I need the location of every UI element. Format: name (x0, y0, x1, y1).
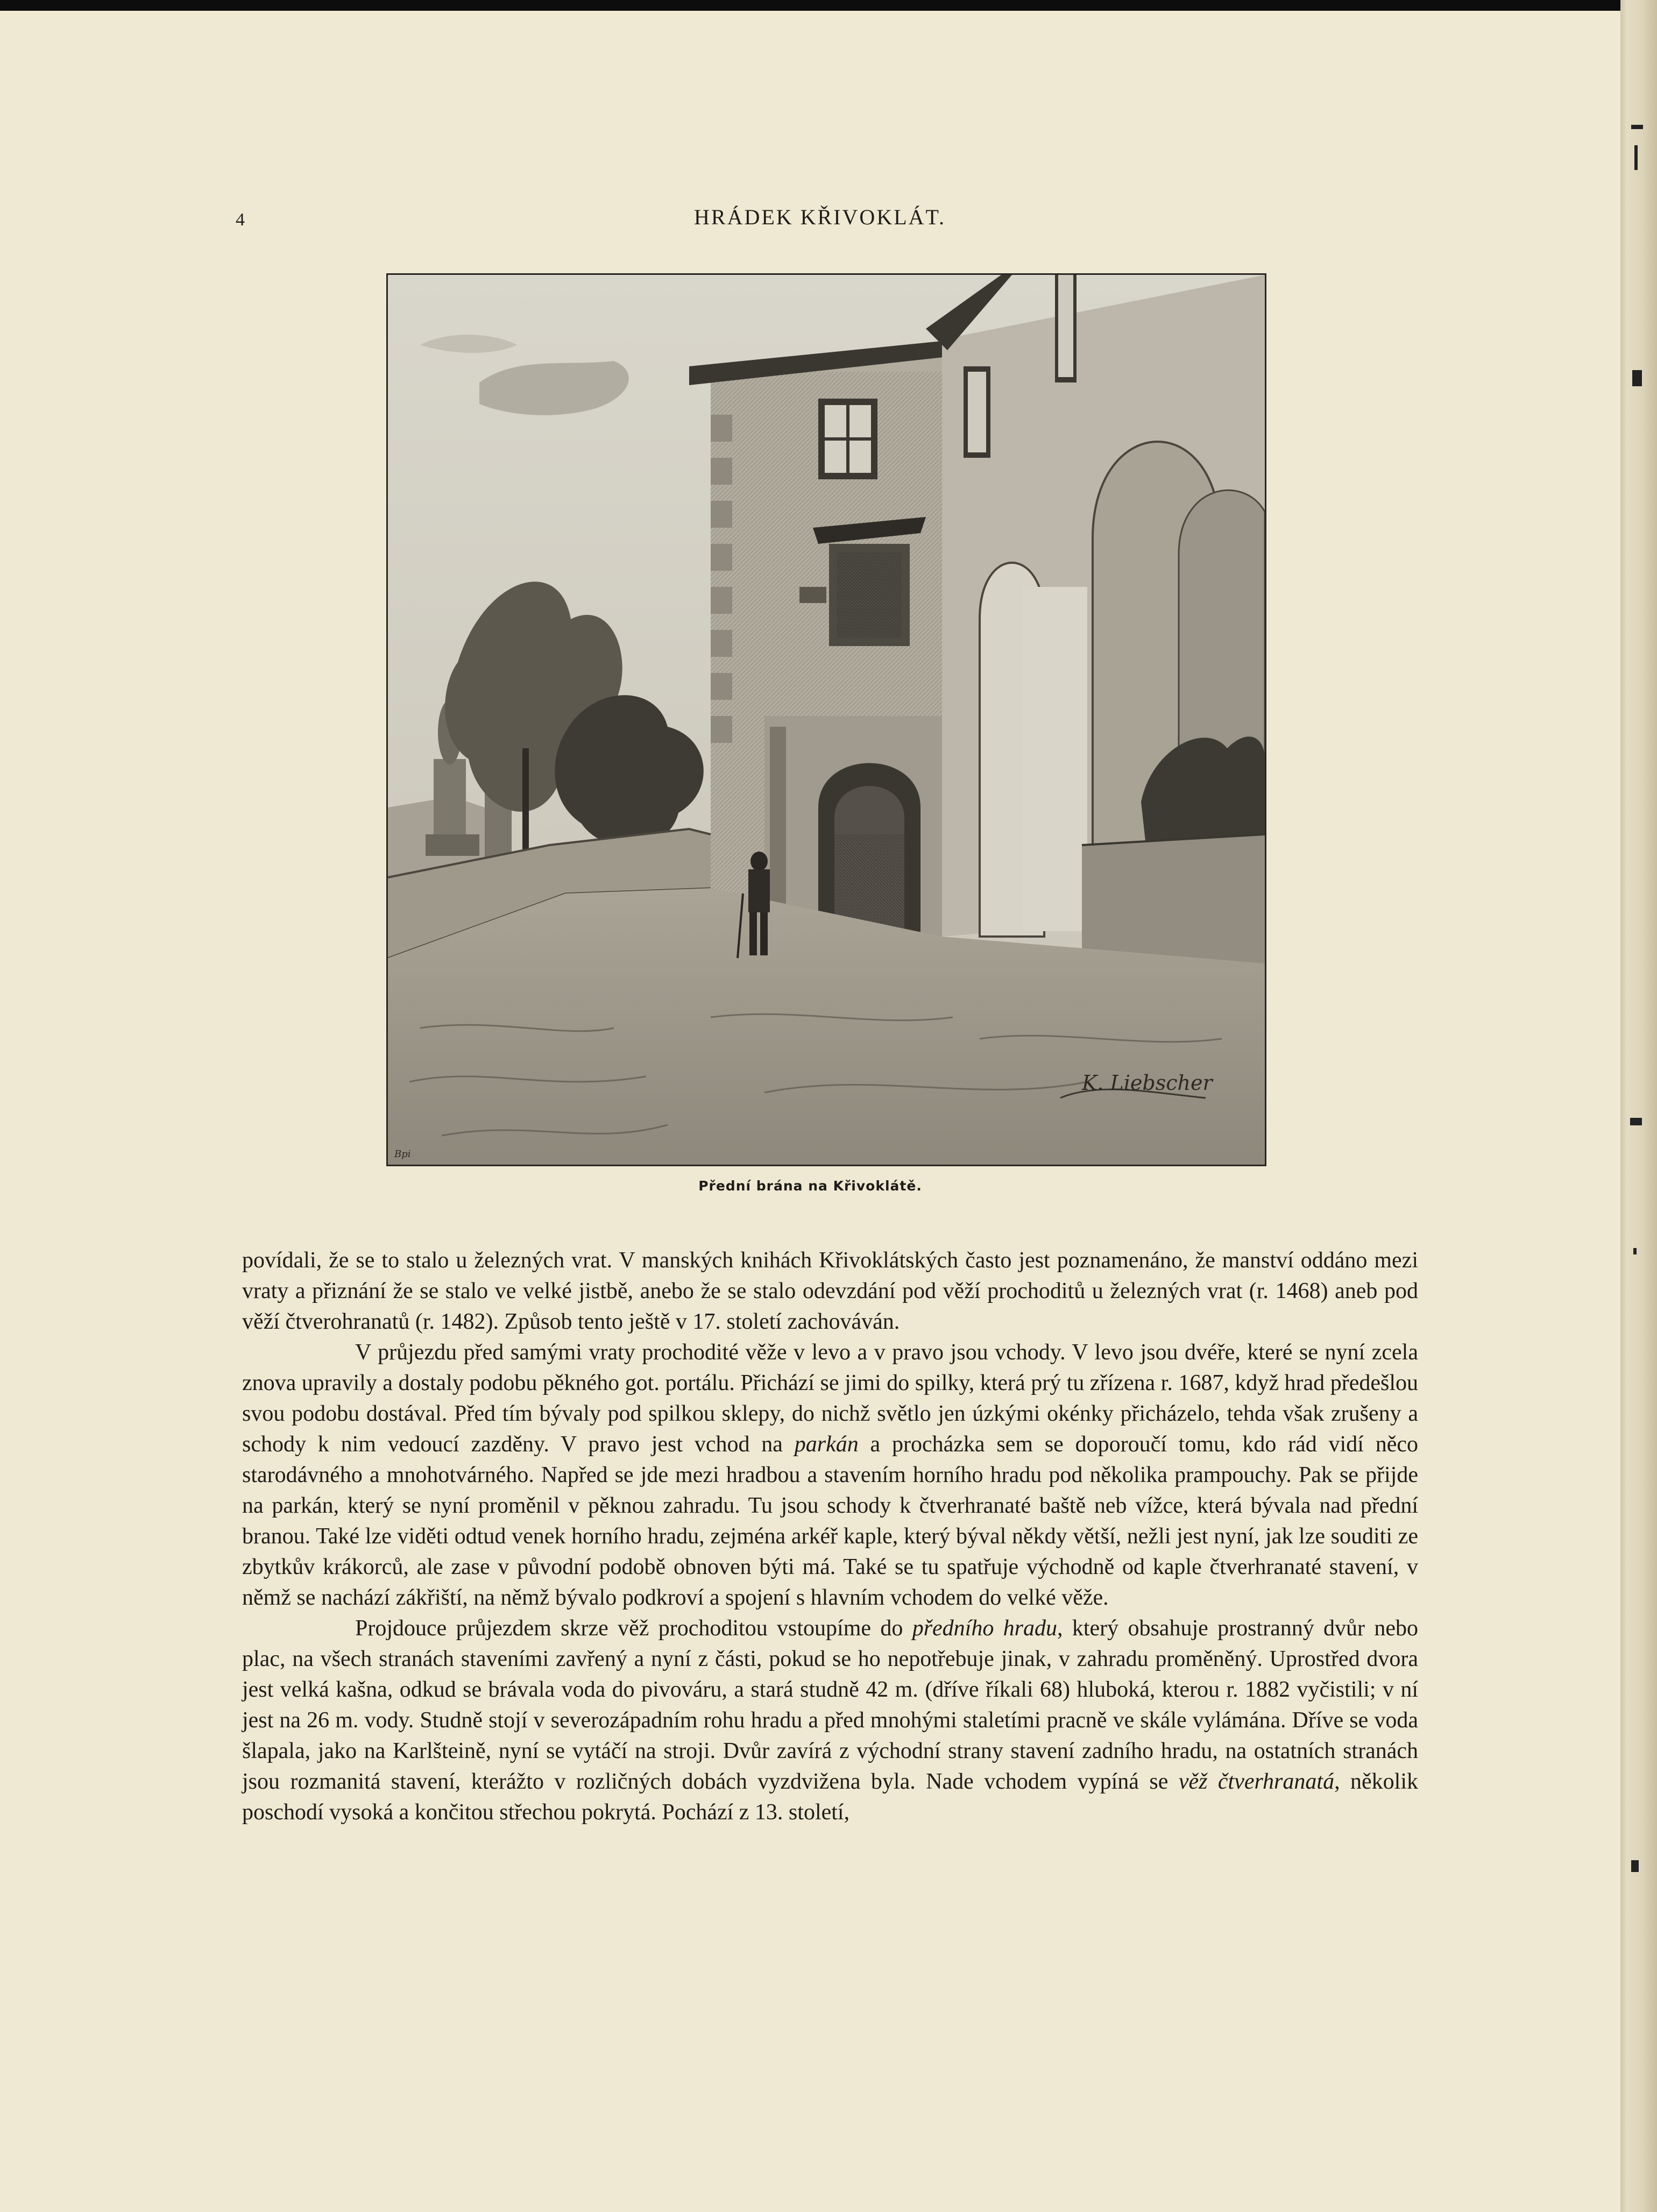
edge-mark (1634, 145, 1638, 170)
paragraph-3-part-b: , který obsahuje prostranný dvůr nebo plac, na všech stranách staveními zavřený a nyní z části, pokud se ho nepotřebuje jinak, v zahradu proměněný. Uprostřed dvora jest velká kašna, odkud se brávala voda do pivováru, a stará studně 42 m. (dříve říkali 68) hluboká, kterou r. 1882 vyčistili; v ní jest na 26 m. vody. Studně stojí v severozápadním rohu hradu a před mnohými staletími pracně ve skále vylámána. Dříve se voda šlapala, jako na Karlšteině, nyní se vytáčí na stroji. Dvůr zavírá z východní strany stavení zadního hradu, na ostatních stranách jsou rozmanitá stavení, kterážto v rozličných dobách vyzdvižena byla. Nade vchodem vypíná se (242, 1616, 1418, 1794)
engraver-mark: Bpi (394, 1148, 411, 1160)
paragraph-2-part-a: V průjezdu před samými vraty prochodité věže v levo a v pravo jsou vchody. V levo jsou dvéře, které se nyní zcela znova upravily a dostaly podobu pěkného got. portálu. Přichází se jimi do spilky, která prý tu zřízena r. 1687, když hrad předešlou svou podobu dostával. Před tím bývaly pod spilkou sklepy, do nichž světlo jen úzkými okénky přicházelo, tehda však zrušeny a schody k nim vedoucí zazděny. V pravo jest vchod na (242, 1340, 1418, 1457)
illustration-caption: Přední brána na Křivoklátě. (698, 1178, 922, 1194)
edge-mark (1633, 1248, 1637, 1254)
edge-mark (1631, 125, 1643, 129)
paragraph-3-part-a: Projdouce průjezdem skrze věž prochoditou vstoupíme do (355, 1616, 912, 1641)
emphasis-parkan: parkán (794, 1432, 859, 1457)
edge-mark (1631, 1860, 1639, 1872)
paragraph-2 (242, 1337, 1418, 1613)
emphasis-predni-hrad: předního hradu (912, 1616, 1058, 1641)
engraving-illustration (386, 273, 1266, 1166)
paragraph-1: povídali, že se to stalo u železných vrat. V manských knihách Křivoklátských často jest poznamenáno, že manství oddáno mezi vraty a přiznání že se stalo ve velké jistbě, anebo že se stalo odevzdání pod věží prochoditů u železných vrat (r. 1468) aneb pod věží čtverohranatů (r. 1482). Způsob tento ještě v 17. století zachováván. (242, 1248, 1418, 1334)
paragraph-3 (242, 1613, 1418, 1828)
edge-mark (1632, 370, 1642, 386)
book-page (0, 11, 1620, 2212)
artist-signature: K. Liebscher (1082, 1071, 1213, 1095)
edge-mark (1630, 1118, 1642, 1125)
page-number: 4 (236, 210, 245, 230)
paragraph-3-part-c: , několik poschodí vysoká a končitou střechou pokrytá. Pochází z 13. století, (242, 1769, 1418, 1825)
paragraph-2-part-b: a procházka sem se doporoučí tomu, kdo rád vidí něco starodávného a mnohotvárného. Napřed se jde mezi hradbou a stavením horního hradu pod několika prampouchy. Pak se přijde na parkán, který se nyní proměnil v pěknou zahradu. Tu jsou schody k čtverhranaté baště neb vížce, která bývala nad přední branou. Také lze viděti odtud venek horního hradu, zejména arkéř kaple, který býval někdy větší, nežli jest nyní, jak lze souditi ze zbytkův krákorců, ale zase v původní podobě obnoven býti má. Také se tu spatřuje východně od kaple čtverhranaté stavení, v němž se nachází zákřiští, na němž bývalo podkroví a spojení s hlavním vchodem do velké věže. (242, 1432, 1418, 1610)
adjacent-page-edge (1620, 0, 1657, 2212)
emphasis-vez-ctverhranata: věž čtverhranatá (1178, 1769, 1335, 1794)
body-text (242, 1245, 1418, 1828)
running-title: HRÁDEK KŘIVOKLÁT. (694, 205, 946, 229)
